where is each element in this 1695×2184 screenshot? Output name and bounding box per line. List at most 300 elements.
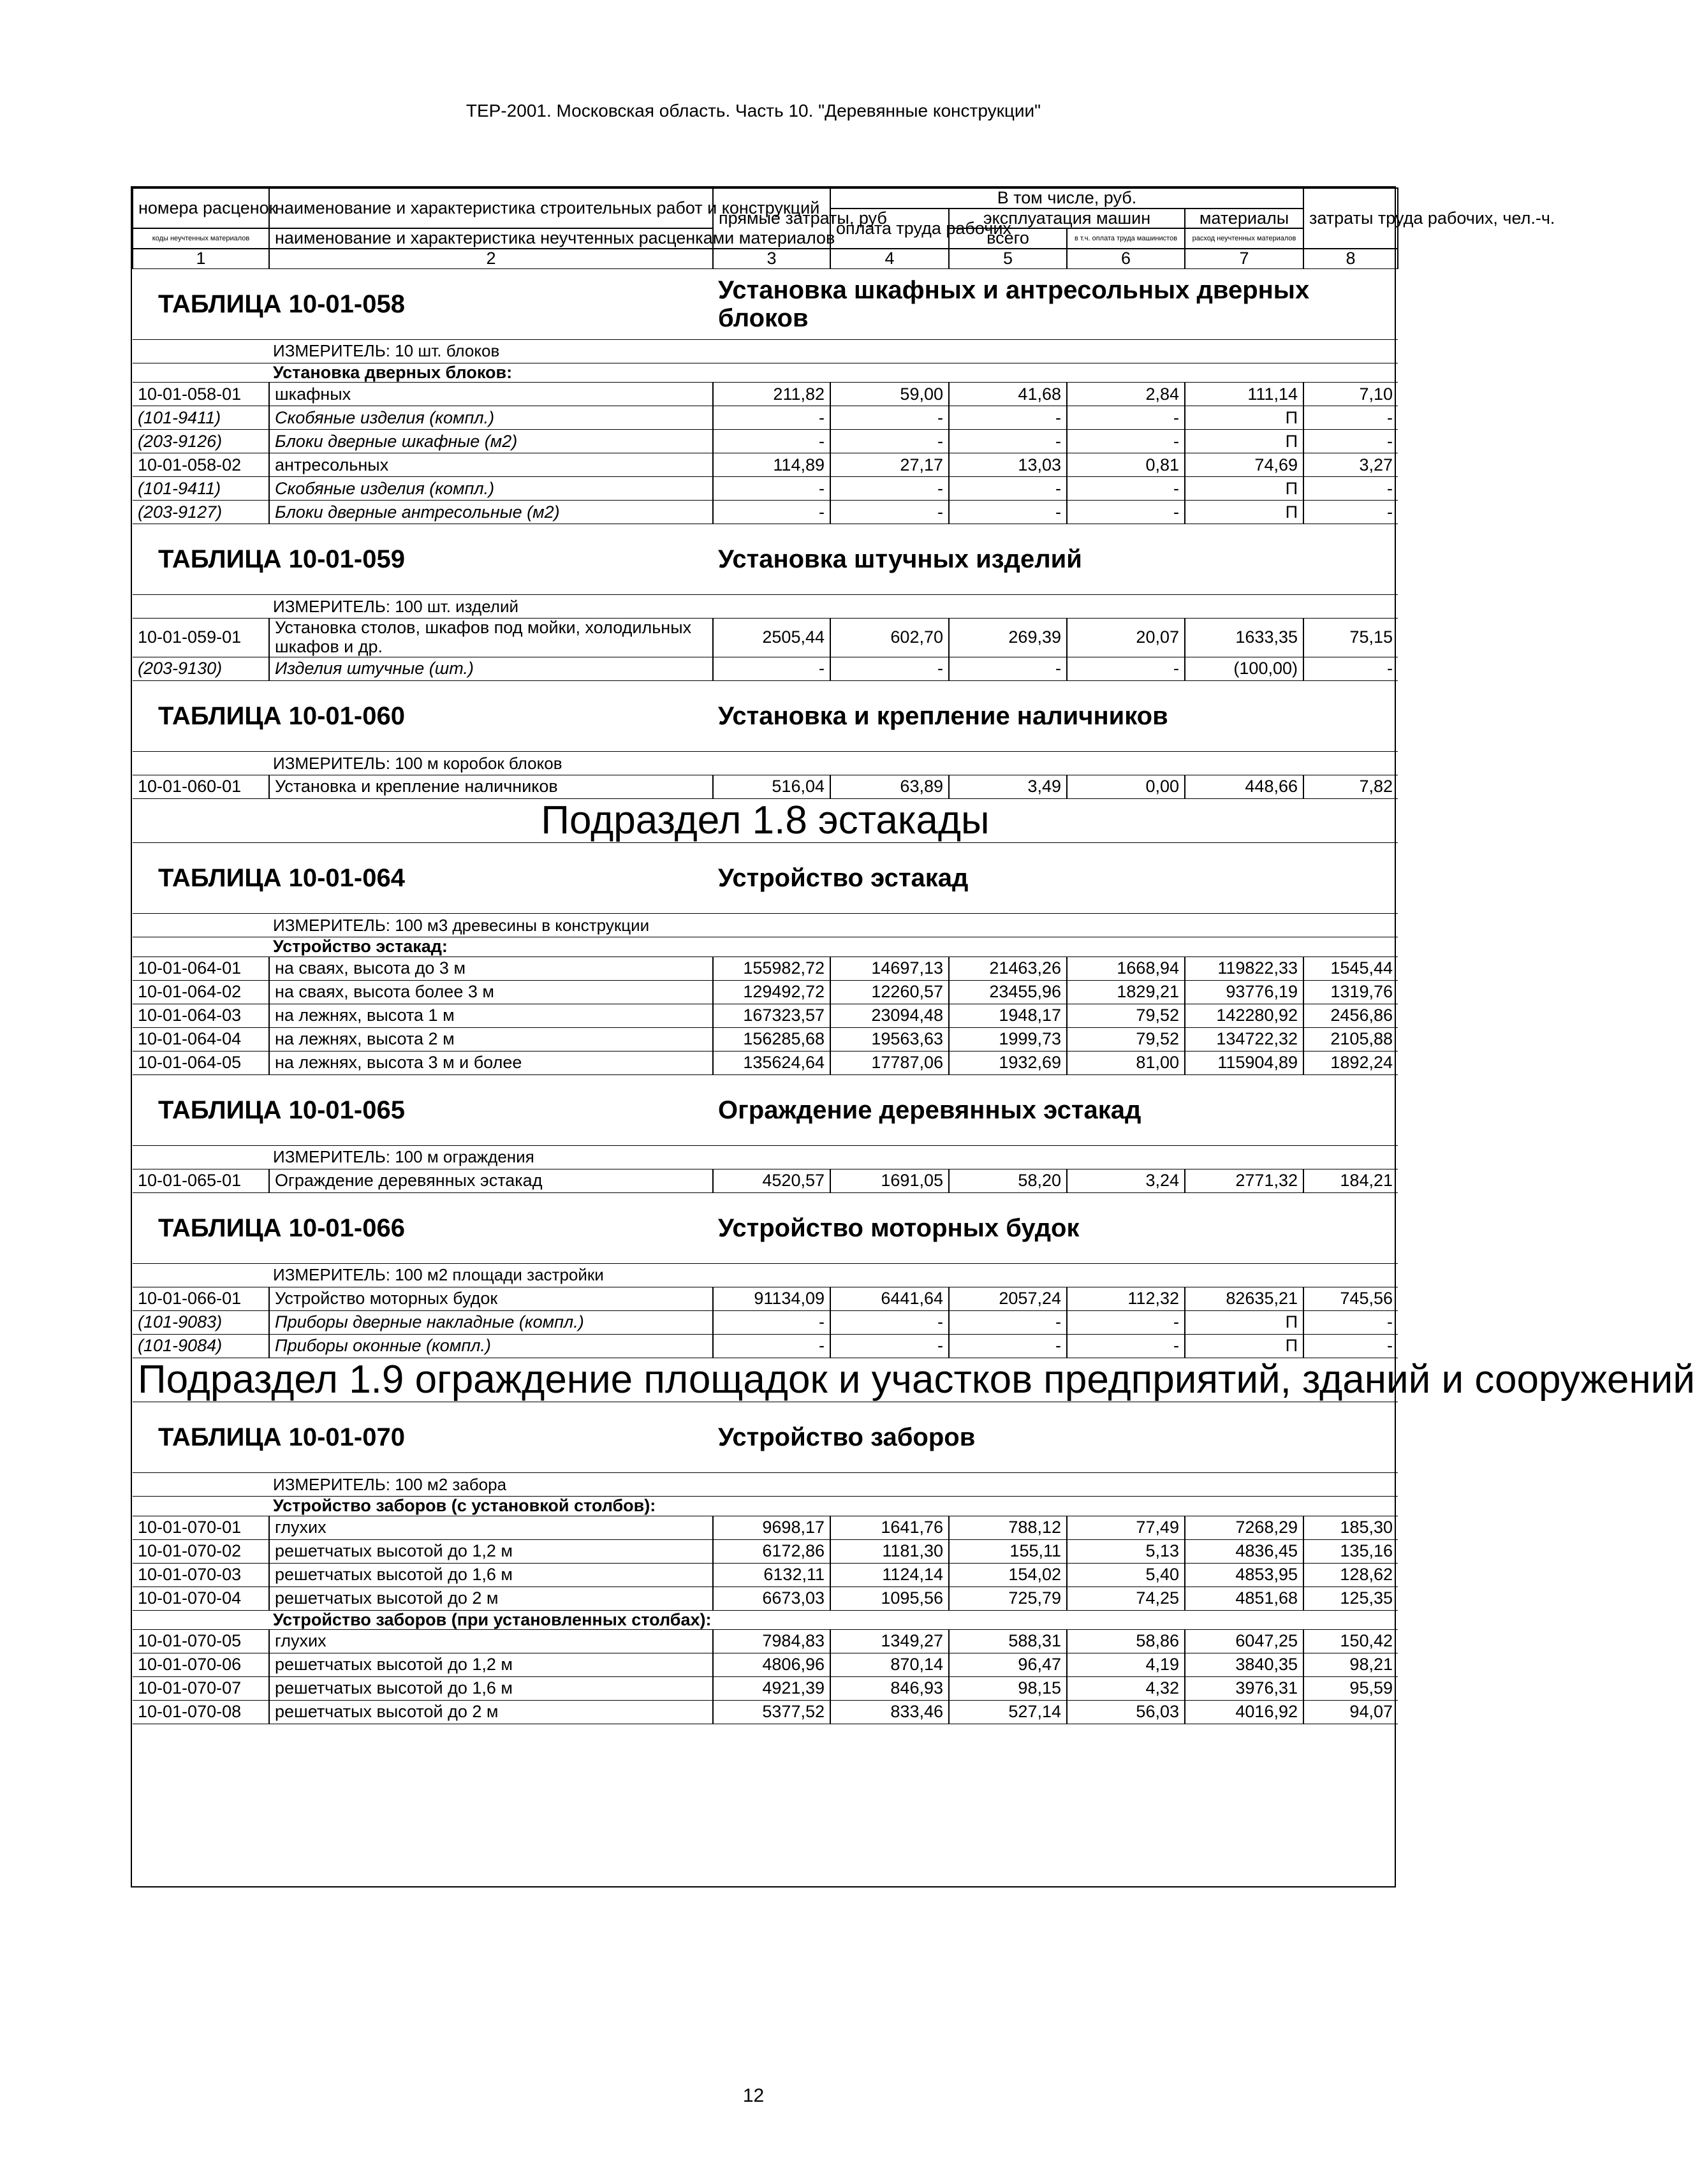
table-id: ТАБЛИЦА 10-01-060: [133, 680, 713, 751]
material-cost: 82635,21: [1185, 1287, 1303, 1310]
machine-labor-cost: 5,13: [1067, 1539, 1185, 1563]
table-title: Установка шкафных и антресольных дверных блоков: [713, 268, 1398, 339]
machine-cost: 96,47: [949, 1653, 1067, 1677]
machine-cost: 1932,69: [949, 1051, 1067, 1074]
header-row-1: [133, 188, 1398, 209]
table-title-row: [133, 680, 1398, 751]
labor-cost: -: [830, 1334, 949, 1358]
labor-hours: 95,59: [1303, 1677, 1398, 1701]
work-name: на лежнях, высота 2 м: [269, 1027, 713, 1051]
work-name: Установка и крепление наличников: [269, 775, 713, 798]
table-title: Установка и крепление наличников: [713, 680, 1398, 751]
work-name: на сваях, высота более 3 м: [269, 980, 713, 1004]
labor-hours: 2456,86: [1303, 1004, 1398, 1027]
rates-table: [132, 187, 1695, 1724]
table-row: [133, 1653, 1398, 1677]
rate-code: 10-01-066-01: [133, 1287, 269, 1310]
rate-code: 10-01-064-05: [133, 1051, 269, 1074]
page-header: ТЕР-2001. Московская область. Часть 10. "Деревянные конструкции": [466, 101, 1041, 121]
measure-row: [133, 751, 1398, 775]
machine-labor-cost: 56,03: [1067, 1701, 1185, 1724]
labor-hours: 1892,24: [1303, 1051, 1398, 1074]
labor-cost: 870,14: [830, 1653, 949, 1677]
work-name: решетчатых высотой до 1,6 м: [269, 1677, 713, 1701]
machine-cost: -: [949, 406, 1067, 430]
machine-cost: 98,15: [949, 1677, 1067, 1701]
machine-cost: -: [949, 657, 1067, 680]
labor-cost: 6441,64: [830, 1287, 949, 1310]
machine-cost: 2057,24: [949, 1287, 1067, 1310]
table-id: ТАБЛИЦА 10-01-059: [133, 524, 713, 595]
work-name: шкафных: [269, 383, 713, 406]
material-cost: 111,14: [1185, 383, 1303, 406]
rate-code: (203-9127): [133, 501, 269, 524]
table-title-row: [133, 268, 1398, 339]
col3-header: прямые затраты, руб: [713, 188, 830, 249]
table-id: ТАБЛИЦА 10-01-058: [133, 268, 713, 339]
machine-cost: 269,39: [949, 619, 1067, 657]
table-row: [133, 1701, 1398, 1724]
measure-row: [133, 595, 1398, 619]
work-name: на сваях, высота до 3 м: [269, 956, 713, 980]
labor-hours: -: [1303, 1310, 1398, 1334]
work-name: Приборы оконные (компл.): [269, 1334, 713, 1358]
machine-labor-cost: 1668,94: [1067, 956, 1185, 980]
table-row: [133, 980, 1398, 1004]
material-cost: 3976,31: [1185, 1677, 1303, 1701]
labor-cost: -: [830, 477, 949, 501]
direct-cost: -: [713, 477, 830, 501]
machine-cost: 1948,17: [949, 1004, 1067, 1027]
material-cost: 119822,33: [1185, 956, 1303, 980]
material-cost: 6047,25: [1185, 1630, 1303, 1653]
table-title-row: [133, 524, 1398, 595]
material-cost: 115904,89: [1185, 1051, 1303, 1074]
labor-cost: 1124,14: [830, 1563, 949, 1587]
machine-labor-cost: 58,86: [1067, 1630, 1185, 1653]
labor-cost: 1349,27: [830, 1630, 949, 1653]
work-name: Блоки дверные шкафные (м2): [269, 430, 713, 453]
table-title-row: [133, 1074, 1398, 1145]
table-row: [133, 1169, 1398, 1192]
subsection-row: [133, 798, 1398, 842]
table-id: ТАБЛИЦА 10-01-065: [133, 1074, 713, 1145]
col-number-8: 8: [1303, 249, 1398, 268]
col1-header-top: номера расценок: [133, 188, 269, 228]
labor-hours: 185,30: [1303, 1516, 1398, 1539]
machine-cost: 3,49: [949, 775, 1067, 798]
rate-code: (203-9126): [133, 430, 269, 453]
labor-cost: -: [830, 406, 949, 430]
subheading-row: [133, 1496, 1398, 1516]
machine-labor-cost: 1829,21: [1067, 980, 1185, 1004]
table-title: Установка штучных изделий: [713, 524, 1398, 595]
table-row: [133, 1563, 1398, 1587]
machine-labor-cost: 4,32: [1067, 1677, 1185, 1701]
rate-code: 10-01-070-07: [133, 1677, 269, 1701]
labor-hours: 745,56: [1303, 1287, 1398, 1310]
material-cost: 1633,35: [1185, 619, 1303, 657]
measure-label: ИЗМЕРИТЕЛЬ: 100 шт. изделий: [133, 595, 1398, 619]
machine-cost: 527,14: [949, 1701, 1067, 1724]
measure-label: ИЗМЕРИТЕЛЬ: 100 м3 древесины в конструкции: [133, 914, 1398, 937]
material-cost: П: [1185, 477, 1303, 501]
labor-hours: -: [1303, 657, 1398, 680]
labor-cost: 1691,05: [830, 1169, 949, 1192]
labor-cost: 19563,63: [830, 1027, 949, 1051]
work-name: Блоки дверные антресольные (м2): [269, 501, 713, 524]
material-cost: 448,66: [1185, 775, 1303, 798]
labor-cost: 14697,13: [830, 956, 949, 980]
rate-code: (101-9084): [133, 1334, 269, 1358]
table-title: Устройство моторных будок: [713, 1192, 1398, 1263]
direct-cost: 9698,17: [713, 1516, 830, 1539]
rate-code: 10-01-070-08: [133, 1701, 269, 1724]
direct-cost: 156285,68: [713, 1027, 830, 1051]
work-name: глухих: [269, 1630, 713, 1653]
machine-cost: 23455,96: [949, 980, 1067, 1004]
machine-cost: 588,31: [949, 1630, 1067, 1653]
direct-cost: 4921,39: [713, 1677, 830, 1701]
direct-cost: 2505,44: [713, 619, 830, 657]
labor-hours: 3,27: [1303, 453, 1398, 477]
work-name: решетчатых высотой до 1,6 м: [269, 1563, 713, 1587]
labor-hours: 7,10: [1303, 383, 1398, 406]
direct-cost: 6673,03: [713, 1587, 830, 1610]
measure-label: ИЗМЕРИТЕЛЬ: 100 м2 площади застройки: [133, 1263, 1398, 1287]
direct-cost: 4520,57: [713, 1169, 830, 1192]
direct-cost: 7984,83: [713, 1630, 830, 1653]
material-cost: 4836,45: [1185, 1539, 1303, 1563]
table-row: [133, 1287, 1398, 1310]
page-number: 12: [742, 2085, 765, 2106]
direct-cost: 4806,96: [713, 1653, 830, 1677]
subheading-label: Устройство заборов (с установкой столбов):: [133, 1496, 1398, 1516]
labor-cost: 59,00: [830, 383, 949, 406]
subsection-row: [133, 1358, 1398, 1402]
direct-cost: 5377,52: [713, 1701, 830, 1724]
work-name: Устройство моторных будок: [269, 1287, 713, 1310]
machine-cost: 725,79: [949, 1587, 1067, 1610]
direct-cost: -: [713, 1334, 830, 1358]
material-cost: П: [1185, 430, 1303, 453]
labor-cost: -: [830, 430, 949, 453]
col-number-7: 7: [1185, 249, 1303, 268]
labor-cost: 12260,57: [830, 980, 949, 1004]
table-title-row: [133, 1402, 1398, 1472]
table-row: [133, 1027, 1398, 1051]
col-number-5: 5: [949, 249, 1067, 268]
labor-hours: 1319,76: [1303, 980, 1398, 1004]
machine-cost: 41,68: [949, 383, 1067, 406]
materials-header: материалы: [1185, 209, 1303, 229]
machine-labor-cost: 77,49: [1067, 1516, 1185, 1539]
table-row: [133, 1310, 1398, 1334]
measure-row: [133, 1263, 1398, 1287]
measure-row: [133, 914, 1398, 937]
rates-table-body: [133, 188, 1695, 1724]
direct-cost: -: [713, 657, 830, 680]
work-name: решетчатых высотой до 2 м: [269, 1587, 713, 1610]
machine-labor-cost: 5,40: [1067, 1563, 1185, 1587]
measure-row: [133, 339, 1398, 363]
machine-cost: 788,12: [949, 1516, 1067, 1539]
direct-cost: 155982,72: [713, 956, 830, 980]
work-name: Приборы дверные накладные (компл.): [269, 1310, 713, 1334]
labor-hours: 135,16: [1303, 1539, 1398, 1563]
work-name: Скобяные изделия (компл.): [269, 406, 713, 430]
labor-cost: -: [830, 657, 949, 680]
machine-cost: 13,03: [949, 453, 1067, 477]
labor-hours: 150,42: [1303, 1630, 1398, 1653]
machines-header: эксплуатация машин: [949, 209, 1185, 229]
rate-code: 10-01-070-03: [133, 1563, 269, 1587]
machine-labor-cost: 20,07: [1067, 619, 1185, 657]
labor-hours: 98,21: [1303, 1653, 1398, 1677]
table-row: [133, 1677, 1398, 1701]
table-row: [133, 1539, 1398, 1563]
direct-cost: 6172,86: [713, 1539, 830, 1563]
rate-code: (101-9083): [133, 1310, 269, 1334]
labor-cost: 1641,76: [830, 1516, 949, 1539]
table-row: [133, 1004, 1398, 1027]
rates-sheet: [131, 186, 1695, 1887]
material-cost: (100,00): [1185, 657, 1303, 680]
table-row: [133, 383, 1398, 406]
work-name: Скобяные изделия (компл.): [269, 477, 713, 501]
work-name: решетчатых высотой до 1,2 м: [269, 1539, 713, 1563]
machine-labor-cost: 4,19: [1067, 1653, 1185, 1677]
labor-cost: 27,17: [830, 453, 949, 477]
table-title: Ограждение деревянных эстакад: [713, 1074, 1398, 1145]
material-cost: 93776,19: [1185, 980, 1303, 1004]
labor-hours: -: [1303, 430, 1398, 453]
labor-hours: -: [1303, 1334, 1398, 1358]
table-row: [133, 477, 1398, 501]
rate-code: 10-01-058-01: [133, 383, 269, 406]
col-number-2: 2: [269, 249, 713, 268]
machine-labor-cost: -: [1067, 657, 1185, 680]
labor-hours: 128,62: [1303, 1563, 1398, 1587]
table-title-row: [133, 1192, 1398, 1263]
direct-cost: -: [713, 1310, 830, 1334]
machine-labor-cost: -: [1067, 1334, 1185, 1358]
labor-hours: 184,21: [1303, 1169, 1398, 1192]
rate-code: 10-01-070-06: [133, 1653, 269, 1677]
material-cost: 134722,32: [1185, 1027, 1303, 1051]
table-title: Устройство эстакад: [713, 843, 1398, 914]
work-name: Ограждение деревянных эстакад: [269, 1169, 713, 1192]
work-name: решетчатых высотой до 2 м: [269, 1701, 713, 1724]
machine-labor-cost: 0,00: [1067, 775, 1185, 798]
machine-labor-cost: -: [1067, 1310, 1185, 1334]
material-cost: 3840,35: [1185, 1653, 1303, 1677]
machine-cost: 155,11: [949, 1539, 1067, 1563]
table-row: [133, 619, 1398, 657]
table-id: ТАБЛИЦА 10-01-070: [133, 1402, 713, 1472]
direct-cost: 167323,57: [713, 1004, 830, 1027]
direct-cost: -: [713, 501, 830, 524]
direct-cost: -: [713, 430, 830, 453]
table-row: [133, 657, 1398, 680]
machine-labor-cost: 3,24: [1067, 1169, 1185, 1192]
machine-labor-cost: -: [1067, 430, 1185, 453]
table-row: [133, 956, 1398, 980]
material-cost: 4853,95: [1185, 1563, 1303, 1587]
machine-cost: -: [949, 1334, 1067, 1358]
labor-hours: 7,82: [1303, 775, 1398, 798]
work-name: на лежнях, высота 1 м: [269, 1004, 713, 1027]
labor-cost: 23094,48: [830, 1004, 949, 1027]
subheading-row: [133, 363, 1398, 383]
direct-cost: 129492,72: [713, 980, 830, 1004]
machine-labor-cost: 79,52: [1067, 1027, 1185, 1051]
col5-header: всего: [949, 228, 1067, 249]
material-cost: 7268,29: [1185, 1516, 1303, 1539]
measure-row: [133, 1145, 1398, 1169]
subheading-label: Устройство заборов (при установленных столбах):: [133, 1610, 1398, 1630]
col6-header: в т.ч. оплата труда машинистов: [1067, 228, 1185, 249]
direct-cost: 114,89: [713, 453, 830, 477]
table-row: [133, 430, 1398, 453]
subheading-label: Установка дверных блоков:: [133, 363, 1398, 383]
direct-cost: 516,04: [713, 775, 830, 798]
labor-cost: 1095,56: [830, 1587, 949, 1610]
machine-cost: 58,20: [949, 1169, 1067, 1192]
table-row: [133, 1587, 1398, 1610]
labor-hours: 2105,88: [1303, 1027, 1398, 1051]
table-row: [133, 406, 1398, 430]
measure-label: ИЗМЕРИТЕЛЬ: 100 м ограждения: [133, 1145, 1398, 1169]
measure-label: ИЗМЕРИТЕЛЬ: 100 м коробок блоков: [133, 751, 1398, 775]
work-name: Изделия штучные (шт.): [269, 657, 713, 680]
work-name: решетчатых высотой до 1,2 м: [269, 1653, 713, 1677]
col1-header-bottom: коды неучтенных материалов: [133, 228, 269, 249]
subheading-row: [133, 1610, 1398, 1630]
labor-cost: 1181,30: [830, 1539, 949, 1563]
machine-labor-cost: 0,81: [1067, 453, 1185, 477]
material-cost: П: [1185, 1310, 1303, 1334]
material-cost: П: [1185, 501, 1303, 524]
subsection-title: Подраздел 1.9 ограждение площадок и участков предприятий, зданий и сооружений: [133, 1358, 1398, 1402]
column-number-row: [133, 249, 1398, 268]
labor-hours: 75,15: [1303, 619, 1398, 657]
labor-cost: 17787,06: [830, 1051, 949, 1074]
col8-header: затраты труда рабочих, чел.-ч.: [1303, 188, 1398, 249]
labor-hours: -: [1303, 406, 1398, 430]
col-number-3: 3: [713, 249, 830, 268]
machine-cost: -: [949, 477, 1067, 501]
col-number-4: 4: [830, 249, 949, 268]
table-title: Устройство заборов: [713, 1402, 1398, 1472]
table-row: [133, 453, 1398, 477]
rate-code: 10-01-064-01: [133, 956, 269, 980]
direct-cost: 211,82: [713, 383, 830, 406]
direct-cost: 135624,64: [713, 1051, 830, 1074]
labor-hours: 125,35: [1303, 1587, 1398, 1610]
rate-code: (101-9411): [133, 477, 269, 501]
table-row: [133, 1516, 1398, 1539]
material-cost: 74,69: [1185, 453, 1303, 477]
rate-code: 10-01-070-04: [133, 1587, 269, 1610]
col-number-1: 1: [133, 249, 269, 268]
col2-header-top: наименование и характеристика строительных работ и конструкций: [269, 188, 713, 228]
machine-labor-cost: -: [1067, 501, 1185, 524]
subsection-title: Подраздел 1.8 эстакады: [133, 798, 1398, 842]
machine-cost: -: [949, 430, 1067, 453]
labor-cost: 846,93: [830, 1677, 949, 1701]
table-row: [133, 501, 1398, 524]
labor-hours: -: [1303, 477, 1398, 501]
labor-cost: 833,46: [830, 1701, 949, 1724]
material-cost: П: [1185, 1334, 1303, 1358]
machine-cost: -: [949, 1310, 1067, 1334]
rate-code: (101-9411): [133, 406, 269, 430]
table-id: ТАБЛИЦА 10-01-066: [133, 1192, 713, 1263]
subheading-label: Устройство эстакад:: [133, 937, 1398, 957]
machine-labor-cost: 74,25: [1067, 1587, 1185, 1610]
col4-header: оплата труда рабочих: [830, 209, 949, 249]
labor-cost: 602,70: [830, 619, 949, 657]
rate-code: 10-01-070-01: [133, 1516, 269, 1539]
col-number-6: 6: [1067, 249, 1185, 268]
material-cost: П: [1185, 406, 1303, 430]
measure-label: ИЗМЕРИТЕЛЬ: 100 м2 забора: [133, 1472, 1398, 1496]
machine-cost: 1999,73: [949, 1027, 1067, 1051]
work-name: на лежнях, высота 3 м и более: [269, 1051, 713, 1074]
rate-code: 10-01-070-05: [133, 1630, 269, 1653]
machine-labor-cost: 81,00: [1067, 1051, 1185, 1074]
direct-cost: -: [713, 406, 830, 430]
table-title-row: [133, 843, 1398, 914]
rate-code: 10-01-058-02: [133, 453, 269, 477]
col2-header-bottom: наименование и характеристика неучтенных расценками материалов: [269, 228, 713, 249]
work-name: глухих: [269, 1516, 713, 1539]
machine-labor-cost: 112,32: [1067, 1287, 1185, 1310]
measure-row: [133, 1472, 1398, 1496]
labor-hours: 1545,44: [1303, 956, 1398, 980]
rate-code: 10-01-064-04: [133, 1027, 269, 1051]
labor-hours: 94,07: [1303, 1701, 1398, 1724]
labor-hours: -: [1303, 501, 1398, 524]
work-name: антресольных: [269, 453, 713, 477]
rate-code: 10-01-070-02: [133, 1539, 269, 1563]
measure-label: ИЗМЕРИТЕЛЬ: 10 шт. блоков: [133, 339, 1398, 363]
material-cost: 4851,68: [1185, 1587, 1303, 1610]
direct-cost: 91134,09: [713, 1287, 830, 1310]
table-row: [133, 775, 1398, 798]
direct-cost: 6132,11: [713, 1563, 830, 1587]
labor-cost: 63,89: [830, 775, 949, 798]
labor-cost: -: [830, 501, 949, 524]
machine-cost: 154,02: [949, 1563, 1067, 1587]
machine-labor-cost: 2,84: [1067, 383, 1185, 406]
table-id: ТАБЛИЦА 10-01-064: [133, 843, 713, 914]
material-cost: 142280,92: [1185, 1004, 1303, 1027]
machine-cost: 21463,26: [949, 956, 1067, 980]
table-row: [133, 1630, 1398, 1653]
col7-header: расход неучтенных материалов: [1185, 228, 1303, 249]
material-cost: 4016,92: [1185, 1701, 1303, 1724]
labor-cost: -: [830, 1310, 949, 1334]
rate-code: 10-01-060-01: [133, 775, 269, 798]
machine-labor-cost: -: [1067, 406, 1185, 430]
machine-labor-cost: -: [1067, 477, 1185, 501]
machine-cost: -: [949, 501, 1067, 524]
table-row: [133, 1051, 1398, 1074]
rate-code: 10-01-064-02: [133, 980, 269, 1004]
material-cost: 2771,32: [1185, 1169, 1303, 1192]
